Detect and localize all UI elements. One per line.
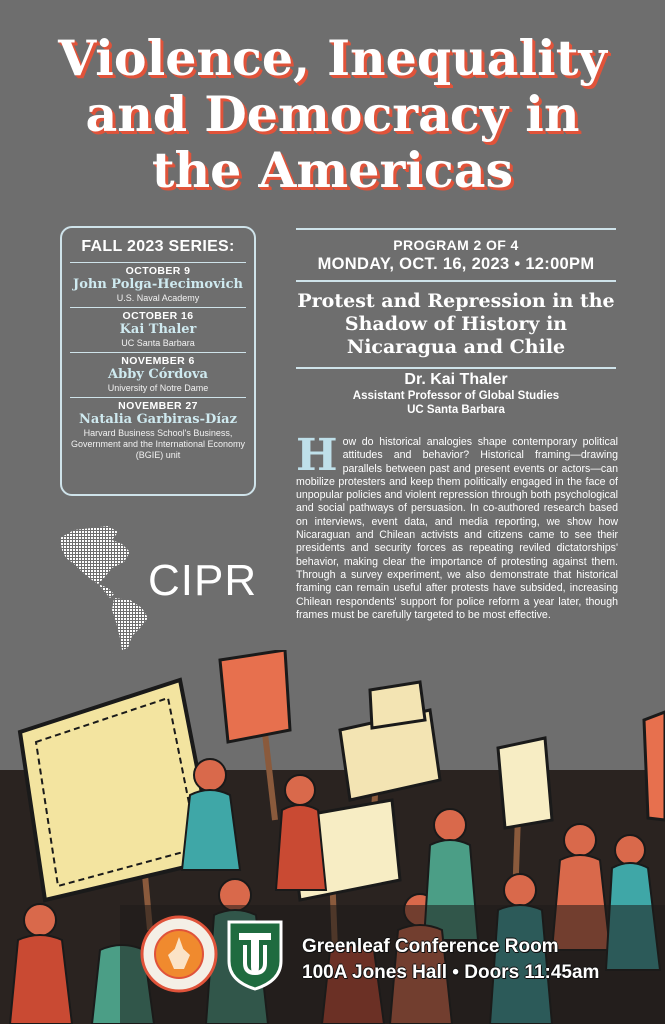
series-item-affiliation: University of Notre Dame	[107, 383, 209, 393]
speaker-title: Assistant Professor of Global Studies	[352, 390, 560, 402]
series-item	[70, 307, 246, 352]
speaker-affiliation: UC Santa Barbara	[407, 404, 505, 416]
series-item-date: OCTOBER 9	[125, 265, 191, 277]
series-item-date: NOVEMBER 27	[118, 400, 198, 412]
program-number: PROGRAM 2 OF 4	[393, 237, 519, 253]
series-item	[70, 352, 246, 397]
series-schedule-box	[60, 226, 256, 496]
stone-center-seal-icon	[140, 915, 218, 993]
divider	[296, 280, 616, 282]
tulane-shield-icon	[226, 919, 284, 991]
poster-title	[0, 30, 665, 198]
venue-line-1: Greenleaf Conference Room	[302, 936, 559, 957]
series-item-affiliation: Harvard Business School's Business, Government and the International Economy (BGIE) unit	[70, 428, 246, 460]
title-line-1: Violence, Inequality	[58, 29, 607, 87]
series-heading: FALL 2023 SERIES:	[81, 238, 235, 255]
series-item-affiliation: UC Santa Barbara	[121, 338, 195, 348]
talk-title: Protest and Repression in the Shadow of History in Nicaragua and Chile	[297, 290, 615, 358]
series-item	[70, 397, 246, 464]
series-item-date: OCTOBER 16	[122, 310, 194, 322]
title-line-2: and Democracy in	[85, 85, 580, 143]
series-item-speaker: Natalia Garbiras-Díaz	[79, 412, 237, 427]
abstract-dropcap: H	[296, 430, 338, 481]
venue-line-2: 100A Jones Hall • Doors 11:45am	[302, 962, 600, 983]
program-datetime: MONDAY, OCT. 16, 2023 • 12:00PM	[317, 255, 595, 273]
title-line-3: the Americas	[151, 141, 514, 199]
series-item-speaker: Kai Thaler	[119, 322, 197, 337]
series-item-speaker: Abby Córdova	[108, 367, 208, 382]
venue-info	[302, 934, 599, 986]
series-item-date: NOVEMBER 6	[121, 355, 195, 367]
abstract-text: ow do historical analogies shape contemporary political attitudes and behavior? Historical framing—drawing parallels between past and present events or actors—can mobilize protesters and keep them politically engaged in the face of unpopular policies and violent repression through both psychological and social pathways of persuasion. In co-authored research based on interviews, event data, and media reporting, we show how Nicaraguan and Chilean activists and citizens came to see their presidents and security forces as repeating reviled dictatorships' behavior, making clear the importance of protesting against them. Through a survey experiment, we also demonstrate that historical framing can remain useful after protests have subsided, increasing Chilean respondents' support for police reform a year later, though frames must be carefully targeted to be most effective.	[296, 436, 618, 621]
series-item-affiliation: U.S. Naval Academy	[116, 293, 200, 303]
speaker-name: Dr. Kai Thaler	[404, 371, 508, 388]
program-info	[296, 228, 616, 417]
divider	[296, 367, 616, 369]
series-item	[70, 262, 246, 307]
cipr-logo-text: CIPR	[148, 556, 258, 605]
talk-abstract	[296, 430, 618, 622]
series-item-speaker: John Polga-Hecimovich	[73, 277, 243, 292]
divider	[296, 228, 616, 230]
